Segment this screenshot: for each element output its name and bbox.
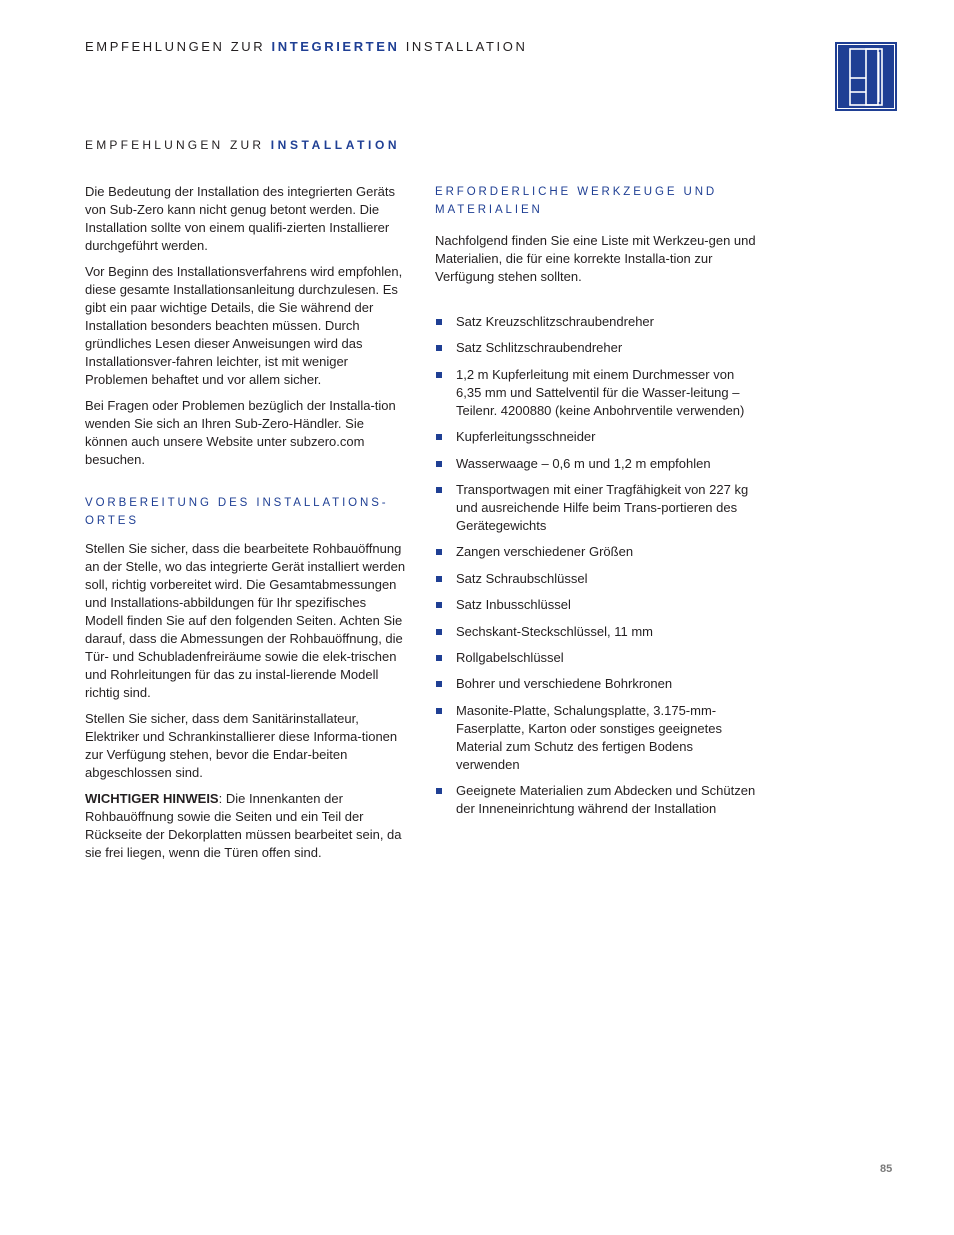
list-item-text: Satz Inbusschlüssel: [456, 597, 571, 613]
refrigerator-icon: [835, 42, 897, 111]
bullet-icon: [436, 372, 442, 378]
bullet-icon: [436, 602, 442, 608]
list-item: [435, 596, 760, 614]
list-item-text: Satz Kreuzschlitzschraubendreher: [456, 314, 654, 329]
list-item-text: Satz Schlitzschraubendreher: [456, 340, 623, 356]
list-item: [435, 702, 760, 774]
bullet-icon: [436, 319, 442, 325]
bullet-icon: [436, 629, 442, 635]
list-item-text: Sechskant-Steckschlüssel, 11 mm: [456, 623, 653, 639]
intro-paragraph: Vor Beginn des Installationsverfahrens wird empfohlen, diese gesamte Installationsanleitung durchzulesen. Es gibt ein paar wichtige Details, die Sie während der Installation besonders beachten müssen. Durch gründliches Lesen dieser Anweisungen wird das Installationsver-fahren leichter, ist mit weniger Problemen behaftet und vor allem sicher.: [85, 264, 403, 387]
section-highlight: INSTALLATION: [270, 138, 401, 152]
list-item: [435, 428, 760, 446]
bullet-icon: [436, 487, 442, 493]
header-suffix: INSTALLATION: [399, 39, 528, 54]
list-item-text: Zangen verschiedener Größen: [456, 544, 634, 560]
important-note: [85, 790, 407, 862]
header-highlight: INTEGRIERTEN: [271, 39, 400, 54]
list-item-text: Rollgabelschlüssel: [456, 649, 564, 665]
prep-heading: VORBEREITUNG DES INSTALLATIONS-ORTES: [85, 497, 389, 527]
list-item: [435, 543, 760, 561]
list-item-text: Bohrer und verschiedene Bohrkronen: [456, 676, 673, 692]
tools-list: [435, 313, 760, 818]
bullet-icon: [436, 549, 442, 555]
list-item: [435, 366, 760, 420]
bullet-icon: [436, 708, 442, 714]
bullet-icon: [436, 681, 442, 687]
prep-paragraph: Stellen Sie sicher, dass dem Sanitärinstallateur, Elektriker und Schrankinstallierer diese Informa-tionen zur Verfügung stehen, bevor die Endar-beiten abgeschlossen sind.: [85, 711, 398, 780]
list-item: [435, 481, 760, 535]
note-text: : Die Innenkanten der Rohbauöffnung sowie die Seiten und ein Teil der Rückseite der Dekorplatten müssen bearbeitet sein, da sie frei liegen, wenn die Türen offen sind.: [85, 791, 402, 860]
list-item: [435, 649, 760, 667]
header-prefix: EMPFEHLUNGEN ZUR: [85, 39, 272, 54]
bullet-icon: [436, 576, 442, 582]
section-title: [85, 138, 400, 152]
list-item: [435, 455, 760, 473]
prep-paragraph: Stellen Sie sicher, dass die bearbeitete Rohbauöffnung an der Stelle, wo das integrierte Gerät installiert werden soll, richtig vorbereitet wird. Die Gesamtabmessungen und Installations-abbildungen für Ihr spezifisches Modell finden Sie auf den folgenden Seiten. Achten Sie darauf, dass die Abmessungen der Rohbauöffnung, die Tür- und Schubladenfreiräume sowie die elek-trischen und Rohrleitungen für das zu instal-lierende Modell richtig sind.: [85, 541, 406, 700]
list-item-text: Satz Schraubschlüssel: [456, 570, 588, 586]
page-header: [85, 39, 527, 54]
bullet-icon: [436, 345, 442, 351]
list-item: [435, 675, 760, 693]
list-item-text: 1,2 m Kupferleitung mit einem Durchmesser von 6,35 mm und Sattelventil für die Wasser-leitung – Teilenr. 4200880 (keine Anbohrventile verwenden): [456, 366, 745, 418]
list-item: [435, 570, 760, 588]
tools-heading: ERFORDERLICHE WERKZEUGE UND MATERIALIEN: [435, 186, 718, 216]
intro-paragraph: Die Bedeutung der Installation des integrierten Geräts von Sub-Zero kann nicht genug betont werden. Die Installation sollte von einem qualifi-zierten Installierer durchgeführt werden.: [85, 184, 396, 253]
right-column: [435, 183, 760, 826]
page-number: 85: [880, 1163, 893, 1175]
bullet-icon: [436, 788, 442, 794]
list-item-text: Wasserwaage – 0,6 m und 1,2 m empfohlen: [456, 455, 711, 471]
intro-paragraph: Bei Fragen oder Problemen bezüglich der Installa-tion wenden Sie sich an Ihren Sub-Zero-Händler. Sie können auch unsere Website unter subzero.com besuchen.: [85, 398, 396, 467]
list-item: [435, 782, 760, 818]
list-item-text: Kupferleitungsschneider: [456, 429, 596, 445]
tools-intro: Nachfolgend finden Sie eine Liste mit Werkzeu-gen und Materialien, die für eine korrekte Installa-tion zur Verfügung stehen sollten.: [435, 233, 756, 284]
list-item: [435, 339, 760, 357]
list-item-text: Transportwagen mit einer Tragfähigkeit von 227 kg und ausreichende Hilfe beim Trans-portieren des Gerätegewichts: [456, 481, 749, 533]
bullet-icon: [436, 434, 442, 440]
left-column: [85, 183, 407, 870]
list-item: [435, 313, 760, 331]
list-item-text: Masonite-Platte, Schalungsplatte, 3.175-mm-Faserplatte, Karton oder sonstiges geeignetes Material zum Schutz des fertigen Bodens verwenden: [456, 702, 722, 772]
list-item-text: Geeignete Materialien zum Abdecken und Schützen der Inneneinrichtung während der Installation: [456, 783, 756, 817]
bullet-icon: [436, 655, 442, 661]
bullet-icon: [436, 461, 442, 467]
note-label: WICHTIGER HINWEIS: [85, 791, 219, 806]
list-item: [435, 623, 760, 641]
section-prefix: EMPFEHLUNGEN ZUR: [85, 138, 271, 152]
